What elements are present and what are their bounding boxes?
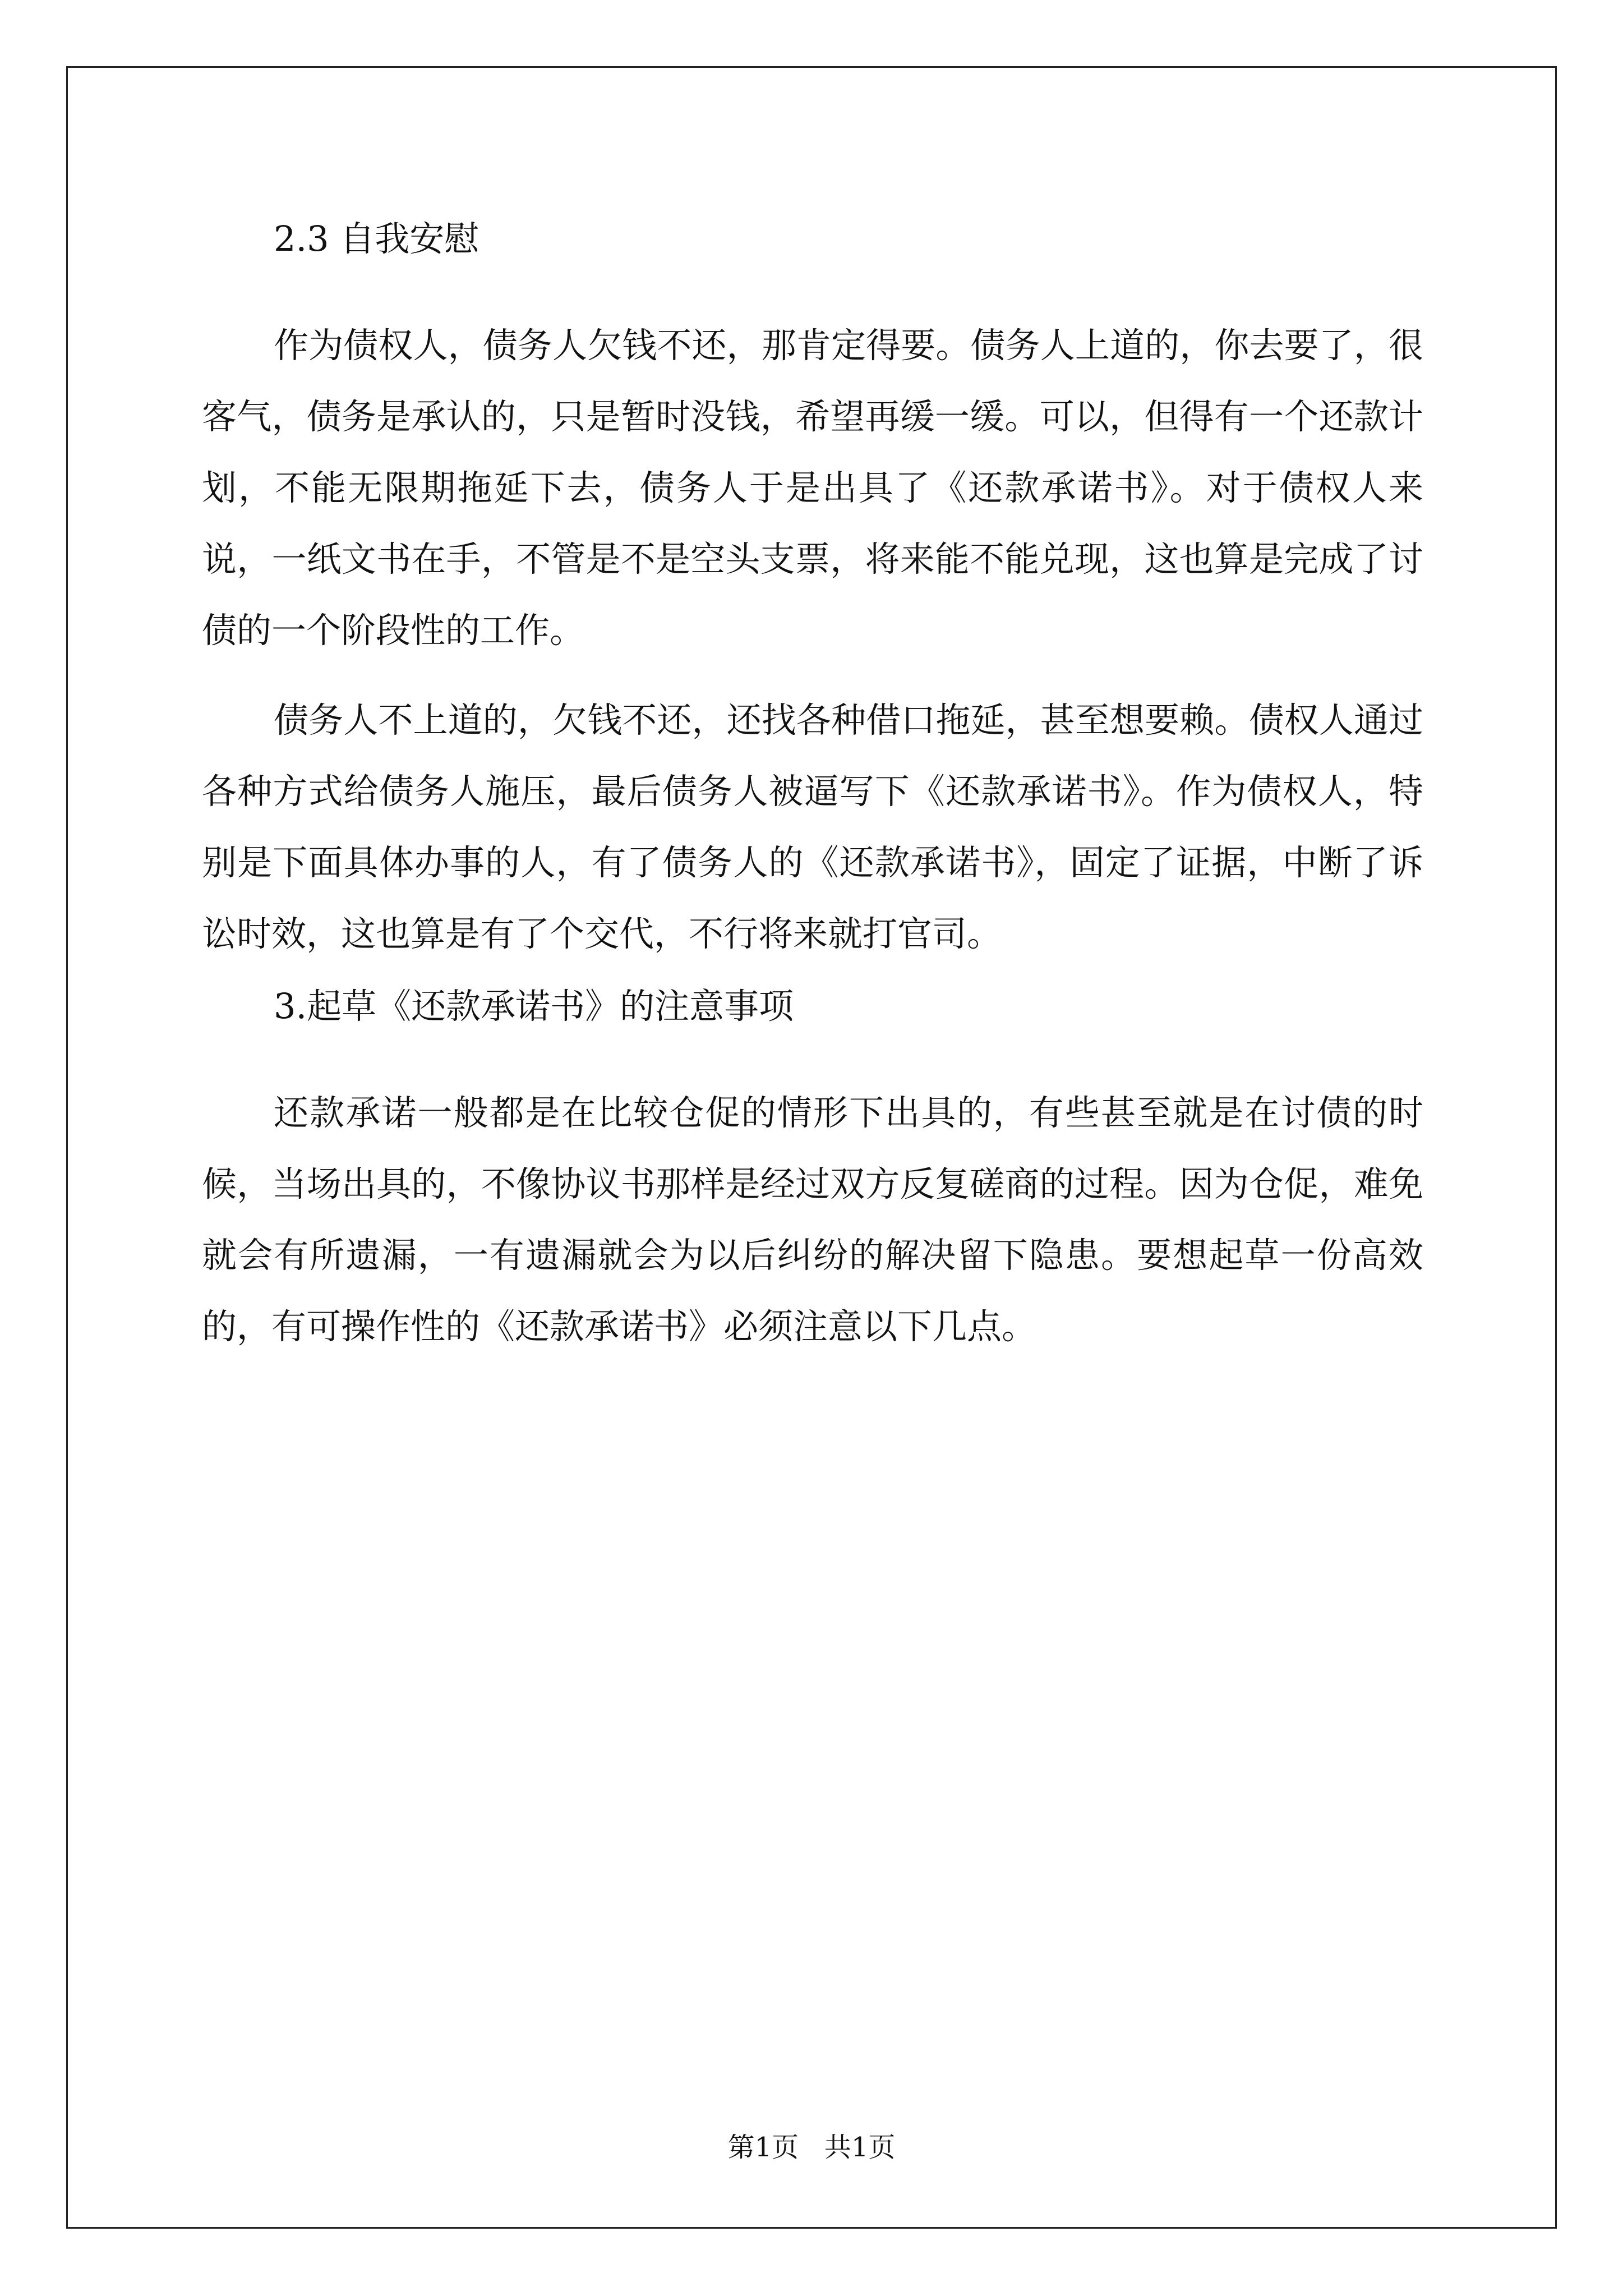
section-heading-2-3: 2.3 自我安慰 <box>274 218 479 259</box>
page-number-footer: 第1页 共1页 <box>727 2132 896 2163</box>
paragraph-creditor-view: 作为债权人，债务人欠钱不还，那肯定得要。债务人上道的，你去要了，很客气，债务是承认的，只是暂时没钱，希望再缓一缓。可以，但得有一个还款计划，不能无限期拖延下去，债务人于是出具了《还款承诺书》。对于债权人来说，一纸文书在手，不管是不是空头支票，将来能不能兑现，这也算是完成了讨债的一个阶段性的工作。 <box>202 325 1423 651</box>
section-heading-3: 3.起草《还款承诺书》的注意事项 <box>274 986 794 1027</box>
paragraph-uncooperative-debtor: 债务人不上道的，欠钱不还，还找各种借口拖延，甚至想要赖。债权人通过各种方式给债务人施压，最后债务人被逼写下《还款承诺书》。作为债权人，特别是下面具体办事的人，有了债务人的《还款承诺书》，固定了证据，中断了诉讼时效，这也算是有了个交代，不行将来就打官司。 <box>202 700 1423 954</box>
document-body <box>202 218 1423 1362</box>
paragraph-drafting-notes: 还款承诺一般都是在比较仓促的情形下出具的，有些甚至就是在讨债的时候，当场出具的，不像协议书那样是经过双方反复磋商的过程。因为仓促，难免就会有所遗漏，一有遗漏就会为以后纠纷的解决留下隐患。要想起草一份高效的，有可操作性的《还款承诺书》必须注意以下几点。 <box>202 1092 1423 1347</box>
